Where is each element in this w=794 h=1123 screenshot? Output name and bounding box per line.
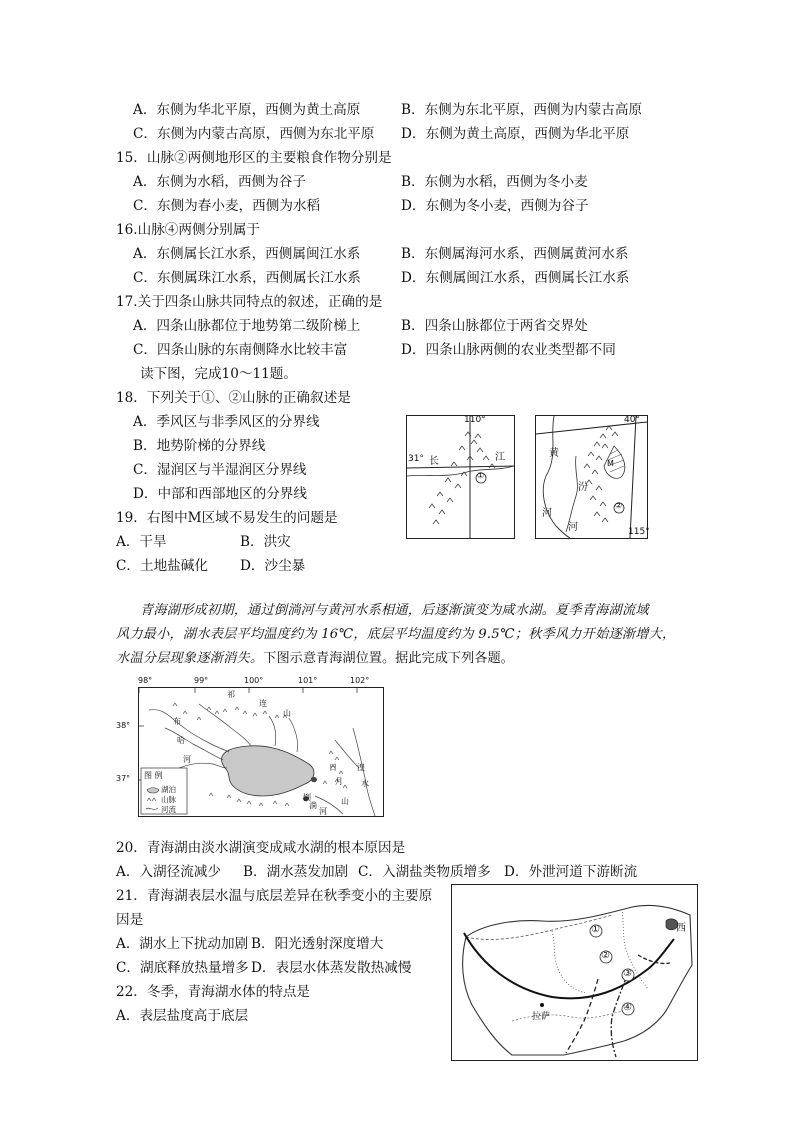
q15-option-c: C．东侧为春小麦，西侧为水稻 — [133, 198, 321, 214]
q18-stem: 18．下列关于①、②山脉的正确叙述是 — [116, 390, 351, 406]
q21-option-d: D．表层水体蒸发散热减慢 — [251, 960, 412, 976]
q17-option-d: D．四条山脉两侧的农业类型都不同 — [401, 342, 616, 358]
map3-yue-label: 月 — [335, 777, 343, 786]
q17-stem: 17.关于四条山脉共同特点的叙述，正确的是 — [116, 294, 383, 310]
passage-line-3 — [116, 650, 514, 668]
map3-lon-100: 100° — [244, 676, 264, 685]
map2-lon-label: 115° — [628, 527, 650, 537]
passage-line-2: 风力最小，湖水表层平均温度约为 16℃，底层平均温度约为 9.5℃；秋季风力开始逐渐增大， — [116, 627, 676, 642]
map2-circle-2: ② — [615, 501, 623, 510]
map3-legend-title: 图 例 — [144, 771, 163, 780]
q19-stem: 19．右图中M区域不易发生的问题是 — [116, 510, 338, 526]
map-mountain-2 — [535, 415, 648, 539]
map1-lon-label: 110° — [464, 415, 486, 425]
q22-option-a: A．表层盐度高于底层 — [116, 1008, 249, 1024]
q16-option-b: B．东侧属海河水系，西侧属黄河水系 — [401, 246, 629, 262]
map3-ri-label: 日 — [329, 763, 337, 772]
q19-option-b: B．洪灾 — [240, 534, 291, 550]
map1-lat-label: 31° — [408, 454, 424, 464]
q18-option-a: A．季风区与非季风区的分界线 — [133, 414, 320, 430]
map3-legend-mountain: 山脉 — [161, 795, 176, 804]
map2-lat-label: 40° — [624, 415, 640, 425]
q16-stem: 16.山脉④两侧分别属于 — [116, 222, 260, 238]
map2-fen-label: 汾 — [578, 482, 588, 493]
map1-circle-1: ① — [477, 471, 485, 480]
q15-option-a: A．东侧为水稻，西侧为谷子 — [133, 174, 306, 190]
map4-circle-3: ③ — [623, 968, 632, 979]
q21-stem-line-2: 因是 — [116, 912, 144, 928]
map3-lon-101: 101° — [298, 676, 318, 685]
map-qinghai-tibet — [451, 884, 698, 1061]
q20-stem: 20．青海湖由淡水湖演变成咸水湖的根本原因是 — [116, 840, 406, 856]
map3-lat-37: 37° — [116, 774, 131, 783]
q15-stem: 15．山脉②两侧地形区的主要粮食作物分别是 — [116, 150, 392, 166]
q21-stem-line-1: 21．青海湖表层水温与底层差异在秋季变小的主要原 — [116, 888, 433, 904]
map3-legend-river: 河流 — [161, 805, 176, 814]
q17-option-b: B．四条山脉都位于两省交界处 — [401, 318, 588, 334]
q20-option-c: C．入湖盐类物质增多 — [358, 864, 491, 880]
q20-option-d: D．外泄河道下游断流 — [504, 864, 638, 880]
map4-circle-2: ② — [601, 950, 610, 961]
map3-shan2-label: 山 — [341, 797, 349, 806]
q18-option-d: D．中部和西部地区的分界线 — [133, 486, 308, 502]
map3-shan-label: 山 — [283, 709, 291, 718]
map3-qi-label: 祁 — [227, 690, 235, 699]
q17-option-a: A．四条山脉都位于地势第二级阶梯上 — [133, 318, 361, 334]
map3-he-label: 河 — [183, 755, 191, 764]
q20-option-a: A．入湖径流减少 — [116, 864, 221, 880]
map3-bu-label: 布 — [173, 717, 181, 726]
map3-legend-lake: 湖泊 — [161, 785, 176, 794]
q14-option-b: B．东侧为东北平原，西侧为内蒙古高原 — [401, 102, 643, 118]
q16-option-c: C．东侧属珠江水系，西侧属长江水系 — [133, 270, 361, 286]
map3-dao-label: 倒 — [303, 793, 311, 802]
q19-option-d: D．沙尘暴 — [240, 558, 306, 574]
q19-option-c: C．土地盐碱化 — [116, 558, 208, 574]
map4-lasa-label: 拉萨 — [532, 1012, 551, 1022]
map3-he3-label: 河 — [319, 807, 327, 816]
map2-m-label: M — [607, 459, 614, 468]
q18-option-b: B．地势阶梯的分界线 — [133, 438, 266, 454]
map3-shui-label: 水 — [361, 779, 369, 788]
map-mountain-1 — [406, 415, 515, 539]
map3-lat-38: 38° — [116, 721, 131, 730]
q15-option-b: B．东侧为水稻，西侧为冬小麦 — [401, 174, 588, 190]
map-qinghai-lake — [116, 676, 384, 828]
q17-option-c: C．四条山脉的东南侧降水比较丰富 — [133, 342, 348, 358]
map1-jiang-label: 江 — [495, 452, 505, 463]
map3-lon-102: 102° — [350, 676, 370, 685]
q18-option-c: C．湿润区与半湿润区分界线 — [133, 462, 307, 478]
q21-option-c: C．湖底释放热量增多 — [116, 960, 249, 976]
passage-line-1: 青海湖形成初期，通过倒淌河与黄河水系相通，后逐渐演变为咸水湖。夏季青海湖流域 — [140, 603, 649, 618]
q21-option-b: B．阳光透射深度增大 — [251, 936, 384, 952]
map1-chang-label: 长 — [429, 456, 439, 467]
q19-option-a: A．干旱 — [116, 534, 167, 550]
q15-option-d: D．东侧为冬小麦，西侧为谷子 — [401, 198, 589, 214]
passage-line-3a: 水温分层现象逐渐消失。 — [116, 651, 264, 666]
intro-reading: 读下图，完成10～11题。 — [140, 366, 297, 382]
map3-huang-label: 湟 — [357, 763, 365, 772]
map4-circle-4: ④ — [623, 1002, 632, 1013]
q14-option-c: C．东侧为内蒙古高原，西侧为东北平原 — [133, 126, 375, 142]
map3-lon-98: 98° — [138, 676, 153, 685]
map3-ha-label: 哈 — [177, 736, 185, 745]
map3-tang-label: 淌 — [309, 801, 317, 810]
q16-option-a: A．东侧属长江水系，西侧属闽江水系 — [133, 246, 361, 262]
map4-circle-1: ① — [591, 924, 600, 935]
map4-xi-label: 西 — [676, 923, 686, 934]
map2-huang-label: 黄 — [549, 448, 559, 459]
q22-stem: 22．冬季，青海湖水体的特点是 — [116, 984, 311, 1000]
q16-option-d: D．东侧属闽江水系，西侧属长江水系 — [401, 270, 630, 286]
map3-lian-label: 连 — [259, 699, 267, 708]
map2-he2-label: 河 — [568, 522, 578, 533]
q14-option-d: D．东侧为黄土高原，西侧为华北平原 — [401, 126, 630, 142]
map3-lon-99: 99° — [194, 676, 209, 685]
map2-he-label: 河 — [542, 508, 552, 519]
passage-line-3b: 下图示意青海湖位置。据此完成下列各题。 — [263, 651, 514, 666]
q14-option-a: A．东侧为华北平原，西侧为黄土高原 — [133, 102, 361, 118]
q21-option-a: A．湖水上下扰动加剧 — [116, 936, 249, 952]
q20-option-b: B．湖水蒸发加剧 — [243, 864, 349, 880]
